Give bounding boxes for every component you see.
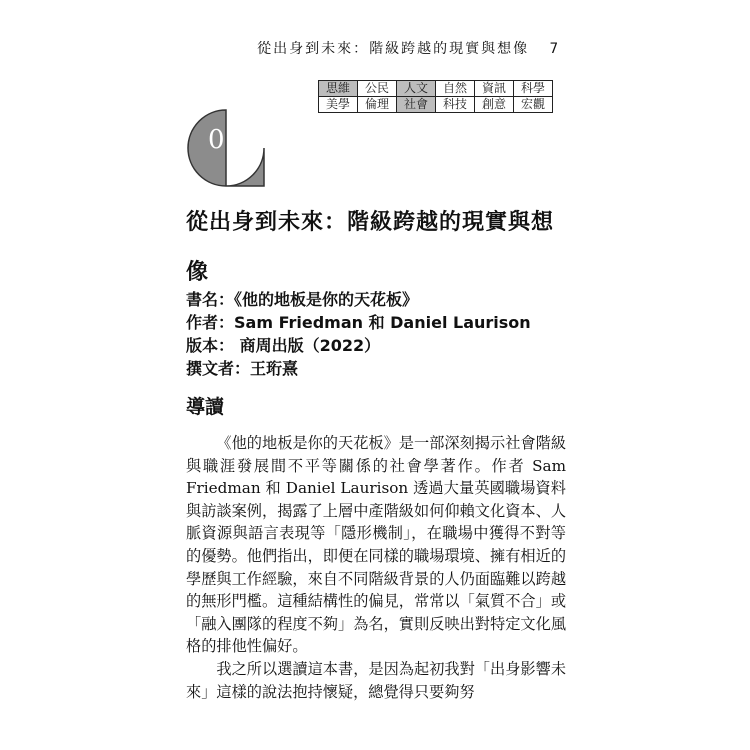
- category-cell: 美學: [319, 97, 358, 113]
- category-cell: 社會: [397, 97, 436, 113]
- category-cell: 公民: [358, 81, 397, 97]
- category-cell: 資訊: [475, 81, 514, 97]
- book-metadata: [186, 288, 531, 380]
- chapter-number: 01: [208, 125, 242, 155]
- category-row: [319, 81, 553, 97]
- author-line: 作者：Sam Friedman 和 Daniel Laurison: [186, 313, 531, 332]
- section-heading: 導讀: [186, 396, 225, 418]
- category-cell: 創意: [475, 97, 514, 113]
- running-header: [257, 38, 560, 58]
- category-cell: 自然: [436, 81, 475, 97]
- paragraph: 我之所以選讀這本書，是因為起初我對「出身影響未來」這樣的說法抱持懷疑，總覺得只要夠努: [186, 659, 566, 701]
- category-cell: 人文: [397, 81, 436, 97]
- category-cell: 倫理: [358, 97, 397, 113]
- category-row: [319, 97, 553, 113]
- category-cell: 思維: [319, 81, 358, 97]
- book-title-line: 書名：《他的地板是你的天花板》: [186, 290, 419, 309]
- writer-line: 撰文者：王珩熹: [186, 359, 299, 378]
- body-text: [186, 432, 566, 703]
- chapter-badge: [186, 108, 266, 188]
- edition-line: 版本： 商周出版（2022）: [186, 336, 381, 355]
- paragraph: 《他的地板是你的天花板》是一部深刻揭示社會階級與職涯發展間不平等關係的社會學著作。作者 Sam Friedman 和 Daniel Laurison 透過大量英國職場資料與訪談案例，揭露了上層中產階級如何仰賴文化資本、人脈資源與語言表現等「隱形機制」，在職場中獲得不對等的優勢。他們指出，即便在同樣的職場環境、擁有相近的學歷與工作經驗，來自不同階級背景的人仍面臨難以跨越的無形門檻。這種結構性的偏見，常常以「氣質不合」或「融入團隊的程度不夠」為名，實則反映出對特定文化風格的排他性偏好。: [186, 434, 566, 656]
- category-cell: 宏觀: [514, 97, 553, 113]
- running-title: 從出身到未來：階級跨越的現實與想像: [257, 41, 530, 57]
- page-number: 7: [549, 41, 560, 57]
- category-grid: [318, 80, 553, 113]
- category-cell: 科學: [514, 81, 553, 97]
- category-cell: 科技: [436, 97, 475, 113]
- chapter-title: 從出身到未來：階級跨越的現實與想像: [186, 210, 555, 285]
